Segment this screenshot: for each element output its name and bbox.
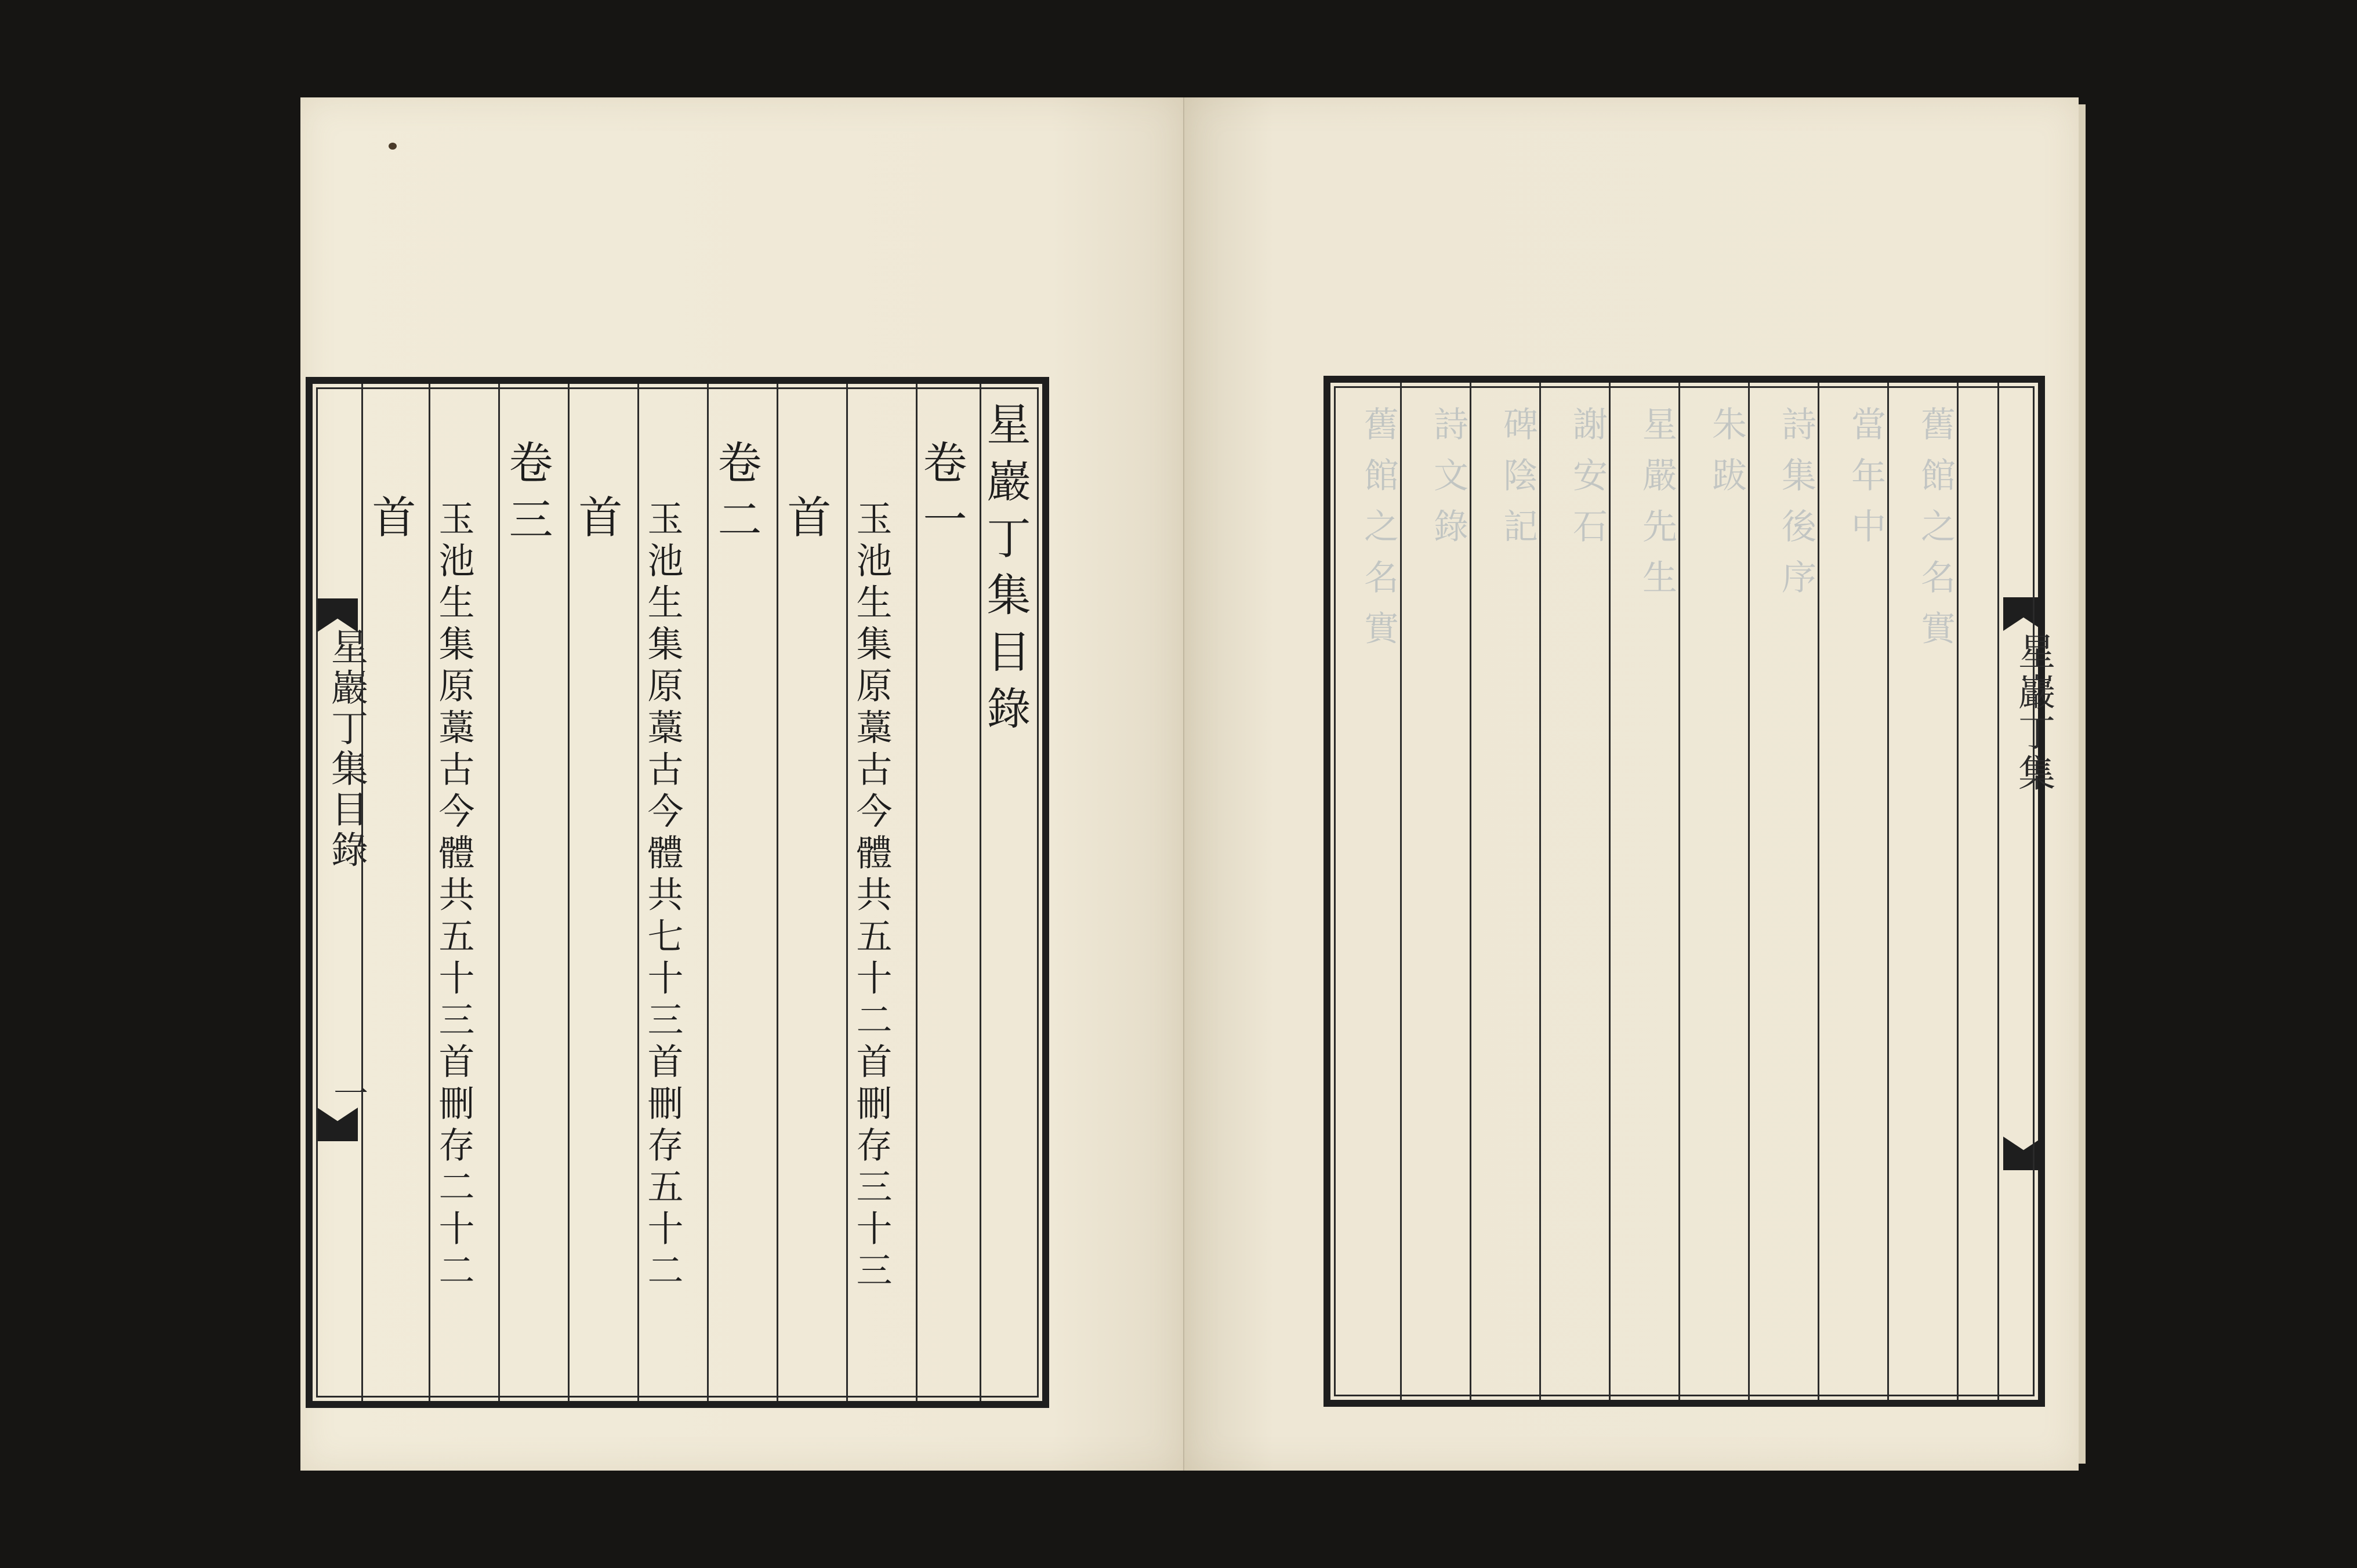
column-rule [1609,383,1611,1400]
column-rule [1997,383,1999,1400]
gutter-title: 星巖丁集 [2012,632,2055,794]
fish-tail-top-icon [2003,597,2044,631]
show-through-text: 當年中 [1845,406,1886,559]
column-rule [498,384,500,1401]
column-rule [916,384,918,1401]
column-rule [1957,383,1959,1400]
vol1-label: 卷一 [916,440,967,553]
vol3-entry: 玉池生集原藁古今體共五十三首刪存二十二 [433,500,475,1293]
column-rule [1539,383,1541,1400]
gutter-title: 星巖丁集目錄 [325,627,368,871]
column-rule [1818,383,1819,1400]
right-page-frame [1323,376,2055,1407]
show-through-text: 星嚴先生 [1637,406,1677,610]
vol3-label: 卷三 [502,440,553,553]
column-rule [707,384,709,1401]
vol2-label: 卷二 [710,440,762,553]
vol1-entry: 玉池生集原藁古今體共五十二首刪存三十三 [850,500,893,1293]
show-through-text: 舊館之名實 [1358,406,1399,661]
fish-tail-bottom-icon [2003,1137,2044,1170]
gutter-page-number: 一 [328,1075,368,1110]
column-rule [637,384,639,1401]
column-rule [846,384,848,1401]
vol1-head: 首 [780,494,832,551]
ink-spot [389,143,397,150]
show-through-text: 朱跋 [1706,406,1747,508]
vol2-entry: 玉池生集原藁古今體共七十三首刪存五十二 [641,500,684,1293]
vol2-head: 首 [571,494,623,551]
show-through-text: 碑陰記 [1497,406,1538,559]
column-rule [1887,383,1889,1400]
fish-tail-bottom-icon [317,1108,358,1141]
show-through-text: 舊館之名實 [1915,406,1956,661]
column-rule [1400,383,1402,1400]
column-rule [429,384,430,1401]
column-rule [1678,383,1680,1400]
vol3-head: 首 [365,494,416,551]
column-rule [980,384,981,1401]
fish-tail-top-icon [317,598,358,632]
column-rule [1470,383,1471,1400]
column-rule [568,384,570,1401]
show-through-text: 詩集後序 [1776,406,1816,610]
left-page-frame [306,377,1049,1408]
toc-title: 星巖丁集目錄 [980,401,1031,742]
page-edge [2079,104,2086,1464]
column-rule [1748,383,1750,1400]
show-through-text: 謝安石 [1567,406,1608,559]
page-gutter [313,384,368,1401]
column-rule [361,384,363,1401]
column-rule [777,384,778,1401]
show-through-text: 詩文錄 [1428,406,1468,559]
